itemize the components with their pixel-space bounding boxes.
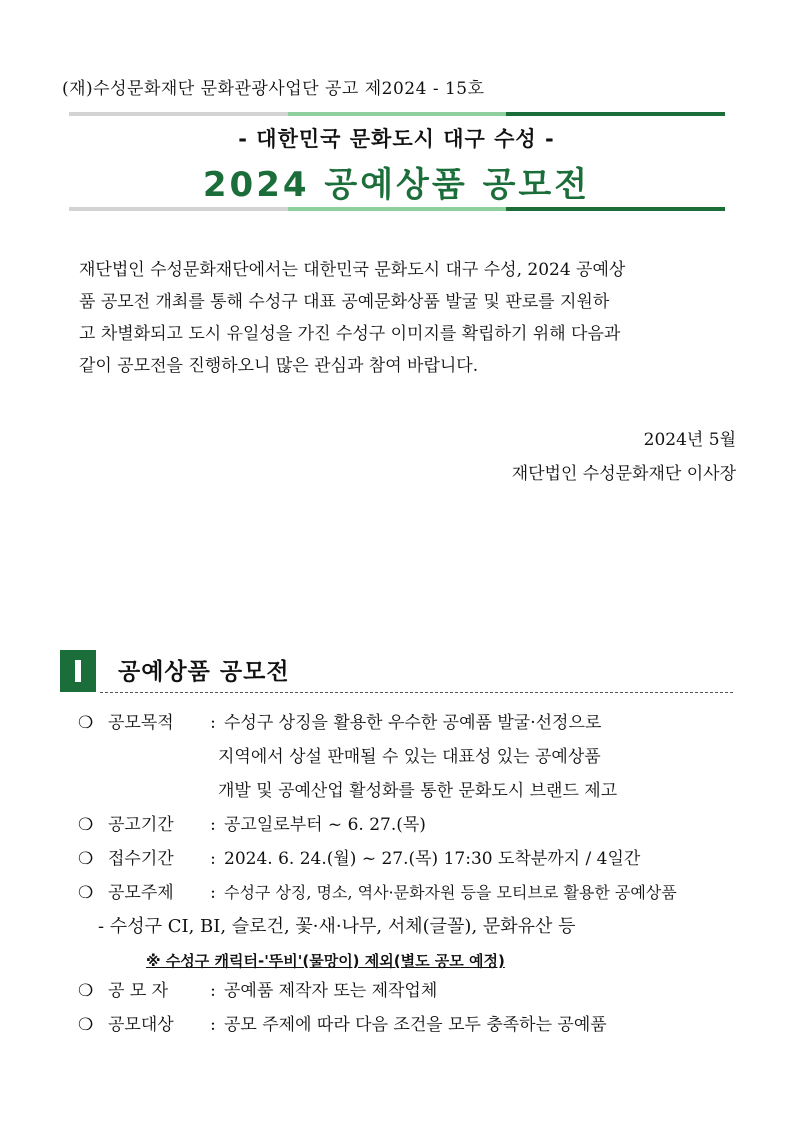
item-value: 개발 및 공예산업 활성화를 통한 문화도시 브랜드 제고 bbox=[218, 781, 618, 801]
intro-line: 고 차별화되고 도시 유일성을 가진 수성구 이미지를 확립하기 위해 다음과 bbox=[79, 324, 621, 344]
event-subtitle: - 대한민국 문화도시 대구 수성 - bbox=[238, 127, 555, 151]
contest-details-list bbox=[78, 711, 738, 1047]
intro-paragraph bbox=[79, 254, 735, 382]
item-value: 수성구 상징을 활용한 우수한 공예품 발굴·선정으로 bbox=[224, 713, 602, 733]
section-title: 공예상품 공모전 bbox=[118, 659, 290, 685]
roman-numeral-one-glyph bbox=[75, 660, 81, 682]
item-label: 공모목적 bbox=[108, 713, 174, 733]
notice-number: (재)수성문화재단 문화관광사업단 공고 제2024 - 15호 bbox=[62, 79, 485, 99]
list-item-notice-period bbox=[78, 813, 738, 847]
item-separator: : bbox=[210, 1015, 216, 1035]
list-item-theme bbox=[78, 881, 738, 915]
item-label: 공모대상 bbox=[108, 1015, 174, 1035]
item-separator: : bbox=[210, 883, 216, 903]
section-dashed-divider bbox=[100, 692, 733, 693]
event-title: 2024 공예상품 공모전 bbox=[202, 165, 591, 205]
announcement-date: 2024년 5월 bbox=[643, 430, 736, 450]
list-item-purpose bbox=[78, 711, 738, 745]
item-label: 공모주제 bbox=[108, 883, 174, 903]
bullet-icon: ❍ bbox=[78, 815, 94, 835]
item-separator: : bbox=[210, 849, 216, 869]
bullet-icon: ❍ bbox=[78, 849, 94, 869]
list-item-theme-note bbox=[78, 949, 738, 979]
item-label: 공고기간 bbox=[108, 815, 174, 835]
signer-name: 재단법인 수성문화재단 이사장 bbox=[511, 464, 736, 484]
item-separator: : bbox=[210, 815, 216, 835]
list-item-target bbox=[78, 1013, 738, 1047]
item-separator: : bbox=[210, 981, 216, 1001]
item-label: 접수기간 bbox=[108, 849, 174, 869]
item-value: 수성구 상징, 명소, 역사·문화자원 등을 모티브로 활용한 공예상품 bbox=[224, 883, 677, 902]
intro-line: 같이 공모전을 진행하오니 많은 관심과 참여 바랍니다. bbox=[79, 356, 479, 376]
list-item-purpose-continued bbox=[78, 745, 738, 779]
item-separator: : bbox=[210, 713, 216, 733]
list-item-reception bbox=[78, 847, 738, 881]
item-value: 공예품 제작자 또는 제작업체 bbox=[224, 981, 438, 1001]
intro-line: 품 공모전 개최를 통해 수성구 대표 공예문화상품 발굴 및 판로를 지원하 bbox=[79, 292, 610, 312]
item-sub-value: - 수성구 CI, BI, 슬로건, 꽃·새·나무, 서체(글꼴), 문화유산 등 bbox=[98, 916, 576, 937]
list-item-applicant bbox=[78, 979, 738, 1013]
top-divider-bar bbox=[69, 112, 725, 116]
theme-exclusion-note: ※ 수성구 캐릭터-'뚜비'(물망이) 제외(별도 공모 예정) bbox=[146, 952, 505, 970]
item-value: 공모 주제에 따라 다음 조건을 모두 충족하는 공예품 bbox=[224, 1015, 607, 1035]
intro-line: 재단법인 수성문화재단에서는 대한민국 문화도시 대구 수성, 2024 공예상 bbox=[79, 260, 626, 280]
item-label: 공 모 자 bbox=[108, 981, 169, 1001]
bullet-icon: ❍ bbox=[78, 981, 94, 1001]
item-value: 지역에서 상설 판매될 수 있는 대표성 있는 공예상품 bbox=[218, 747, 601, 767]
bullet-icon: ❍ bbox=[78, 883, 94, 903]
item-value: 2024. 6. 24.(월) ~ 27.(목) 17:30 도착분까지 / 4일간 bbox=[224, 849, 641, 869]
bullet-icon: ❍ bbox=[78, 713, 94, 733]
signature-block bbox=[512, 423, 736, 491]
section-number-badge bbox=[60, 650, 96, 692]
bullet-icon: ❍ bbox=[78, 1015, 94, 1035]
list-item-theme-sub bbox=[78, 915, 738, 949]
list-item-purpose-continued bbox=[78, 779, 738, 813]
item-value: 공고일로부터 ~ 6. 27.(목) bbox=[224, 815, 426, 835]
bottom-divider-bar bbox=[69, 207, 725, 211]
